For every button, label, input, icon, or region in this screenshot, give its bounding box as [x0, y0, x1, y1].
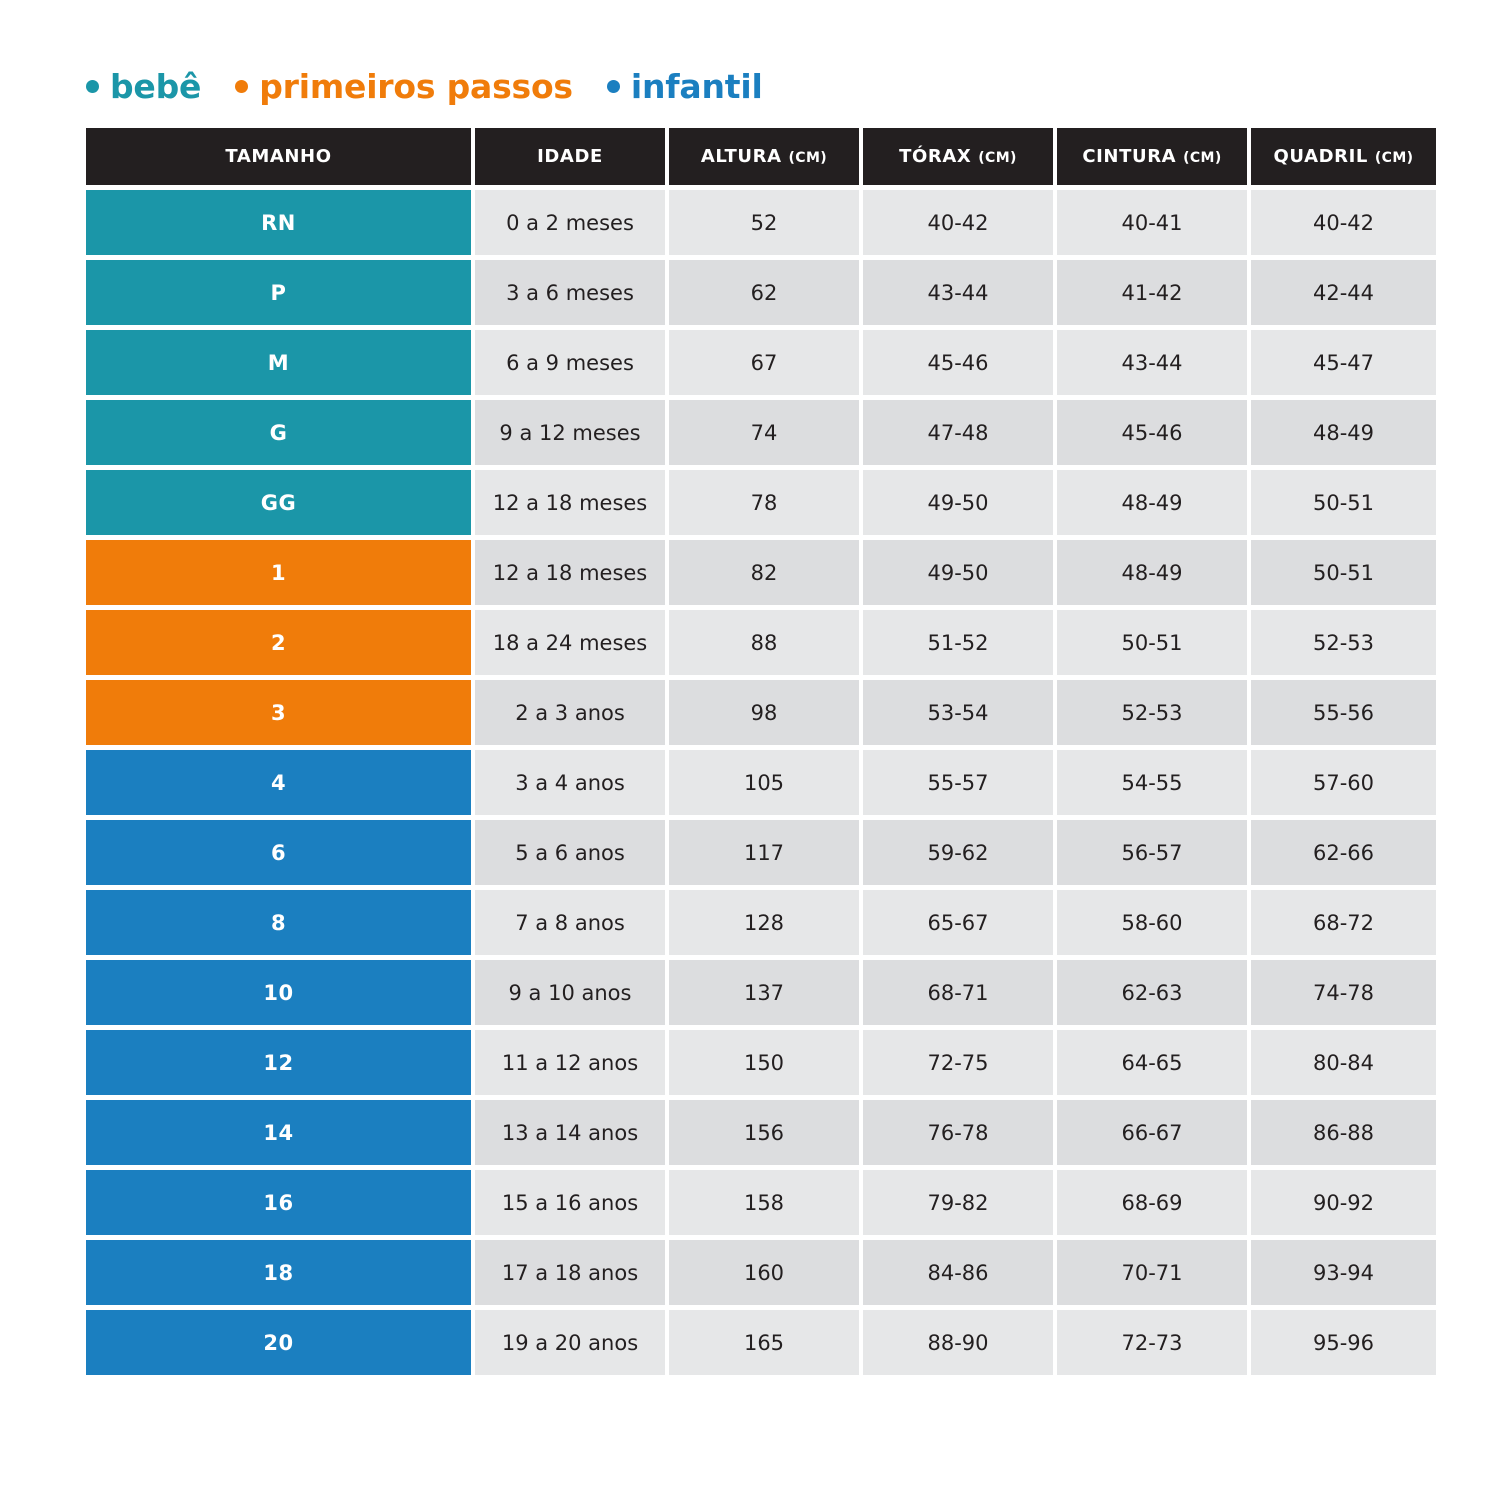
column-header-torax: [863, 128, 1053, 185]
idade-cell: 0 a 2 meses: [475, 190, 665, 255]
torax-cell: 65-67: [863, 890, 1053, 955]
size-cell: 1: [86, 540, 471, 605]
table-row: [86, 1310, 1436, 1375]
quadril-cell: 42-44: [1251, 260, 1436, 325]
altura-cell: 117: [669, 820, 859, 885]
header-unit: (CM): [1183, 150, 1222, 166]
legend-label: primeiros passos: [259, 66, 573, 106]
table-row: [86, 540, 1436, 605]
table-body: [86, 190, 1436, 1375]
table-row: [86, 680, 1436, 745]
quadril-cell: 55-56: [1251, 680, 1436, 745]
size-cell: 18: [86, 1240, 471, 1305]
torax-cell: 45-46: [863, 330, 1053, 395]
header-label: TÓRAX: [899, 146, 972, 167]
altura-cell: 52: [669, 190, 859, 255]
bullet-dot-icon: [235, 80, 248, 93]
cintura-cell: 54-55: [1057, 750, 1247, 815]
size-cell: M: [86, 330, 471, 395]
column-header-quadril: [1251, 128, 1436, 185]
cintura-cell: 64-65: [1057, 1030, 1247, 1095]
table-row: [86, 1170, 1436, 1235]
torax-cell: 49-50: [863, 470, 1053, 535]
bullet-dot-icon: [607, 80, 620, 93]
cintura-cell: 48-49: [1057, 470, 1247, 535]
header-label: TAMANHO: [225, 146, 332, 167]
torax-cell: 53-54: [863, 680, 1053, 745]
header-unit: (CM): [978, 150, 1017, 166]
altura-cell: 98: [669, 680, 859, 745]
idade-cell: 3 a 6 meses: [475, 260, 665, 325]
table-row: [86, 400, 1436, 465]
torax-cell: 55-57: [863, 750, 1053, 815]
altura-cell: 160: [669, 1240, 859, 1305]
column-header-idade: [475, 128, 665, 185]
altura-cell: 137: [669, 960, 859, 1025]
torax-cell: 79-82: [863, 1170, 1053, 1235]
cintura-cell: 66-67: [1057, 1100, 1247, 1165]
altura-cell: 67: [669, 330, 859, 395]
idade-cell: 17 a 18 anos: [475, 1240, 665, 1305]
quadril-cell: 50-51: [1251, 540, 1436, 605]
torax-cell: 76-78: [863, 1100, 1053, 1165]
size-cell: 10: [86, 960, 471, 1025]
torax-cell: 40-42: [863, 190, 1053, 255]
idade-cell: 9 a 12 meses: [475, 400, 665, 465]
legend: [82, 55, 1420, 117]
cintura-cell: 70-71: [1057, 1240, 1247, 1305]
cintura-cell: 72-73: [1057, 1310, 1247, 1375]
altura-cell: 62: [669, 260, 859, 325]
quadril-cell: 95-96: [1251, 1310, 1436, 1375]
size-cell: 12: [86, 1030, 471, 1095]
header-unit: (CM): [1374, 150, 1414, 166]
idade-cell: 2 a 3 anos: [475, 680, 665, 745]
table-row: [86, 1100, 1436, 1165]
legend-label: bebê: [110, 66, 202, 106]
torax-cell: 59-62: [863, 820, 1053, 885]
table-row: [86, 190, 1436, 255]
quadril-cell: 48-49: [1251, 400, 1436, 465]
altura-cell: 165: [669, 1310, 859, 1375]
size-cell: P: [86, 260, 471, 325]
cintura-cell: 58-60: [1057, 890, 1247, 955]
quadril-cell: 52-53: [1251, 610, 1436, 675]
idade-cell: 18 a 24 meses: [475, 610, 665, 675]
quadril-cell: 80-84: [1251, 1030, 1436, 1095]
column-header-cintura: [1057, 128, 1247, 185]
size-cell: 6: [86, 820, 471, 885]
column-header-altura: [669, 128, 859, 185]
altura-cell: 128: [669, 890, 859, 955]
table-row: [86, 1030, 1436, 1095]
size-table: [82, 123, 1440, 1380]
altura-cell: 88: [669, 610, 859, 675]
size-cell: GG: [86, 470, 471, 535]
header-unit: (CM): [788, 150, 828, 166]
cintura-cell: 50-51: [1057, 610, 1247, 675]
legend-item-bebe: [86, 67, 201, 106]
table-row: [86, 750, 1436, 815]
size-cell: 20: [86, 1310, 471, 1375]
table-row: [86, 960, 1436, 1025]
quadril-cell: 57-60: [1251, 750, 1436, 815]
torax-cell: 68-71: [863, 960, 1053, 1025]
table-row: [86, 890, 1436, 955]
cintura-cell: 43-44: [1057, 330, 1247, 395]
idade-cell: 12 a 18 meses: [475, 470, 665, 535]
torax-cell: 43-44: [863, 260, 1053, 325]
quadril-cell: 50-51: [1251, 470, 1436, 535]
altura-cell: 158: [669, 1170, 859, 1235]
idade-cell: 15 a 16 anos: [475, 1170, 665, 1235]
table-header: [86, 128, 1436, 185]
legend-label: infantil: [630, 66, 763, 106]
header-label: QUADRIL: [1273, 146, 1368, 167]
quadril-cell: 45-47: [1251, 330, 1436, 395]
quadril-cell: 62-66: [1251, 820, 1436, 885]
altura-cell: 78: [669, 470, 859, 535]
idade-cell: 3 a 4 anos: [475, 750, 665, 815]
quadril-cell: 90-92: [1251, 1170, 1436, 1235]
size-cell: RN: [86, 190, 471, 255]
table-row: [86, 610, 1436, 675]
idade-cell: 13 a 14 anos: [475, 1100, 665, 1165]
altura-cell: 74: [669, 400, 859, 465]
idade-cell: 9 a 10 anos: [475, 960, 665, 1025]
header-label: CINTURA: [1082, 146, 1177, 167]
quadril-cell: 93-94: [1251, 1240, 1436, 1305]
cintura-cell: 45-46: [1057, 400, 1247, 465]
header-label: IDADE: [537, 146, 603, 167]
quadril-cell: 74-78: [1251, 960, 1436, 1025]
size-cell: 14: [86, 1100, 471, 1165]
quadril-cell: 68-72: [1251, 890, 1436, 955]
table-header-row: [86, 128, 1436, 185]
altura-cell: 105: [669, 750, 859, 815]
cintura-cell: 41-42: [1057, 260, 1247, 325]
idade-cell: 7 a 8 anos: [475, 890, 665, 955]
size-cell: G: [86, 400, 471, 465]
quadril-cell: 40-42: [1251, 190, 1436, 255]
torax-cell: 51-52: [863, 610, 1053, 675]
table-row: [86, 820, 1436, 885]
table-row: [86, 470, 1436, 535]
column-header-tamanho: [86, 128, 471, 185]
size-cell: 3: [86, 680, 471, 745]
altura-cell: 156: [669, 1100, 859, 1165]
idade-cell: 5 a 6 anos: [475, 820, 665, 885]
cintura-cell: 48-49: [1057, 540, 1247, 605]
torax-cell: 49-50: [863, 540, 1053, 605]
idade-cell: 19 a 20 anos: [475, 1310, 665, 1375]
bullet-dot-icon: [86, 80, 99, 93]
altura-cell: 82: [669, 540, 859, 605]
legend-item-infantil: [607, 67, 763, 106]
table-row: [86, 260, 1436, 325]
quadril-cell: 86-88: [1251, 1100, 1436, 1165]
altura-cell: 150: [669, 1030, 859, 1095]
legend-item-primeiros-passos: [235, 67, 573, 106]
torax-cell: 84-86: [863, 1240, 1053, 1305]
cintura-cell: 56-57: [1057, 820, 1247, 885]
idade-cell: 11 a 12 anos: [475, 1030, 665, 1095]
torax-cell: 88-90: [863, 1310, 1053, 1375]
torax-cell: 72-75: [863, 1030, 1053, 1095]
size-cell: 2: [86, 610, 471, 675]
size-cell: 4: [86, 750, 471, 815]
idade-cell: 6 a 9 meses: [475, 330, 665, 395]
cintura-cell: 62-63: [1057, 960, 1247, 1025]
cintura-cell: 40-41: [1057, 190, 1247, 255]
torax-cell: 47-48: [863, 400, 1053, 465]
header-label: ALTURA: [700, 146, 782, 167]
cintura-cell: 68-69: [1057, 1170, 1247, 1235]
table-row: [86, 1240, 1436, 1305]
table-row: [86, 330, 1436, 395]
size-cell: 8: [86, 890, 471, 955]
idade-cell: 12 a 18 meses: [475, 540, 665, 605]
cintura-cell: 52-53: [1057, 680, 1247, 745]
size-cell: 16: [86, 1170, 471, 1235]
